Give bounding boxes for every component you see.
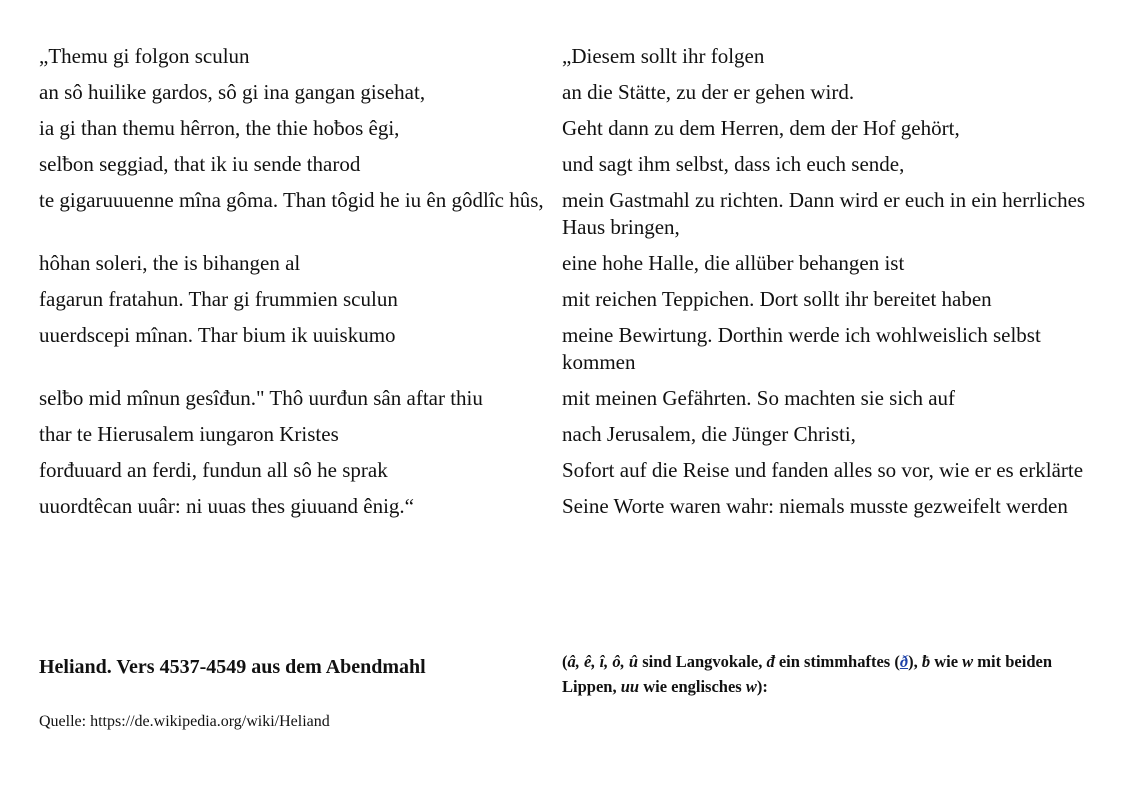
old-saxon-line: uuerdscepi mînan. Thar bium ik uuiskumo xyxy=(39,323,396,347)
note-b-char: ƀ xyxy=(921,652,931,671)
verse-row xyxy=(39,250,1099,277)
note-text: sind Langvokale, xyxy=(638,652,767,671)
old-saxon-line: forđuuard an ferdi, fundun all sô he sprak xyxy=(39,458,388,482)
german-line: mit reichen Teppichen. Dort sollt ihr bereitet haben xyxy=(562,287,992,311)
note-text: wie xyxy=(930,652,963,671)
verse-row xyxy=(39,457,1099,484)
german-line: meine Bewirtung. Dorthin werde ich wohlweislich selbst kommen xyxy=(562,323,1041,374)
note-w-char: w xyxy=(745,677,757,696)
old-saxon-line: fagarun fratahun. Thar gi frummien sculun xyxy=(39,287,398,311)
old-saxon-line: selƀo mid mînun gesîđun." Thô uurđun sân aftar thiu xyxy=(39,386,483,410)
verse-row xyxy=(39,385,1099,412)
german-line: Seine Worte waren wahr: niemals musste gezweifelt werden xyxy=(562,494,1068,518)
note-open: ( xyxy=(562,652,568,671)
verse-row xyxy=(39,421,1099,448)
german-line: und sagt ihm selbst, dass ich euch sende, xyxy=(562,152,905,176)
verse-row xyxy=(39,187,1099,241)
old-saxon-line: thar te Hierusalem iungaron Kristes xyxy=(39,422,339,446)
note-text: wie englisches xyxy=(639,677,746,696)
old-saxon-line: „Themu gi folgon sculun xyxy=(39,44,250,68)
old-saxon-line: te gigaruuuenne mîna gôma. Than tôgid he iu ên gôdlîc hûs, xyxy=(39,188,544,212)
old-saxon-line: selƀon seggiad, that ik iu sende tharod xyxy=(39,152,361,176)
german-line: nach Jerusalem, die Jünger Christi, xyxy=(562,422,856,446)
german-line: Sofort auf die Reise und fanden alles so vor, wie er es erklärte xyxy=(562,458,1084,482)
verse-row xyxy=(39,322,1099,376)
verse-row xyxy=(39,43,1099,70)
verse-row xyxy=(39,493,1099,520)
german-line: „Diesem sollt ihr folgen xyxy=(562,44,765,68)
verse-row xyxy=(39,286,1099,313)
note-d-char: đ xyxy=(766,652,775,671)
pronunciation-note xyxy=(562,649,1082,699)
note-long-vowels: â, ê, î, ô, û xyxy=(567,652,639,671)
german-line: mein Gastmahl zu richten. Dann wird er euch in ein herrliches Haus bringen, xyxy=(562,188,1086,239)
verse-caption: Heliand. Vers 4537-4549 aus dem Abendmahl xyxy=(39,656,426,678)
german-line: eine hohe Halle, die allüber behangen ist xyxy=(562,251,905,275)
verse-table xyxy=(39,43,1099,520)
eth-link[interactable]: ð xyxy=(899,652,909,671)
old-saxon-line: uuordtêcan uuâr: ni uuas thes giuuand ênig.“ xyxy=(39,494,414,518)
old-saxon-line: ia gi than themu hêrron, the thie hoƀos êgi, xyxy=(39,116,400,140)
note-close: ): xyxy=(756,677,768,696)
verse-row xyxy=(39,115,1099,142)
german-line: Geht dann zu dem Herren, dem der Hof gehört, xyxy=(562,116,960,140)
verse-row xyxy=(39,151,1099,178)
verse-row xyxy=(39,79,1099,106)
note-text: ), xyxy=(908,652,922,671)
note-uu-char: uu xyxy=(620,677,640,696)
note-w-char: w xyxy=(962,652,974,671)
note-text: ein stimmhaftes ( xyxy=(774,652,900,671)
old-saxon-line: hôhan soleri, the is bihangen al xyxy=(39,251,301,275)
german-line: mit meinen Gefährten. So machten sie sich auf xyxy=(562,386,956,410)
german-line: an die Stätte, zu der er gehen wird. xyxy=(562,80,855,104)
old-saxon-line: an sô huilike gardos, sô gi ina gangan gisehat, xyxy=(39,80,426,104)
source-line: Quelle: https://de.wikipedia.org/wiki/Heliand xyxy=(39,713,330,730)
note-text: mit beiden Lippen, xyxy=(562,652,1053,696)
